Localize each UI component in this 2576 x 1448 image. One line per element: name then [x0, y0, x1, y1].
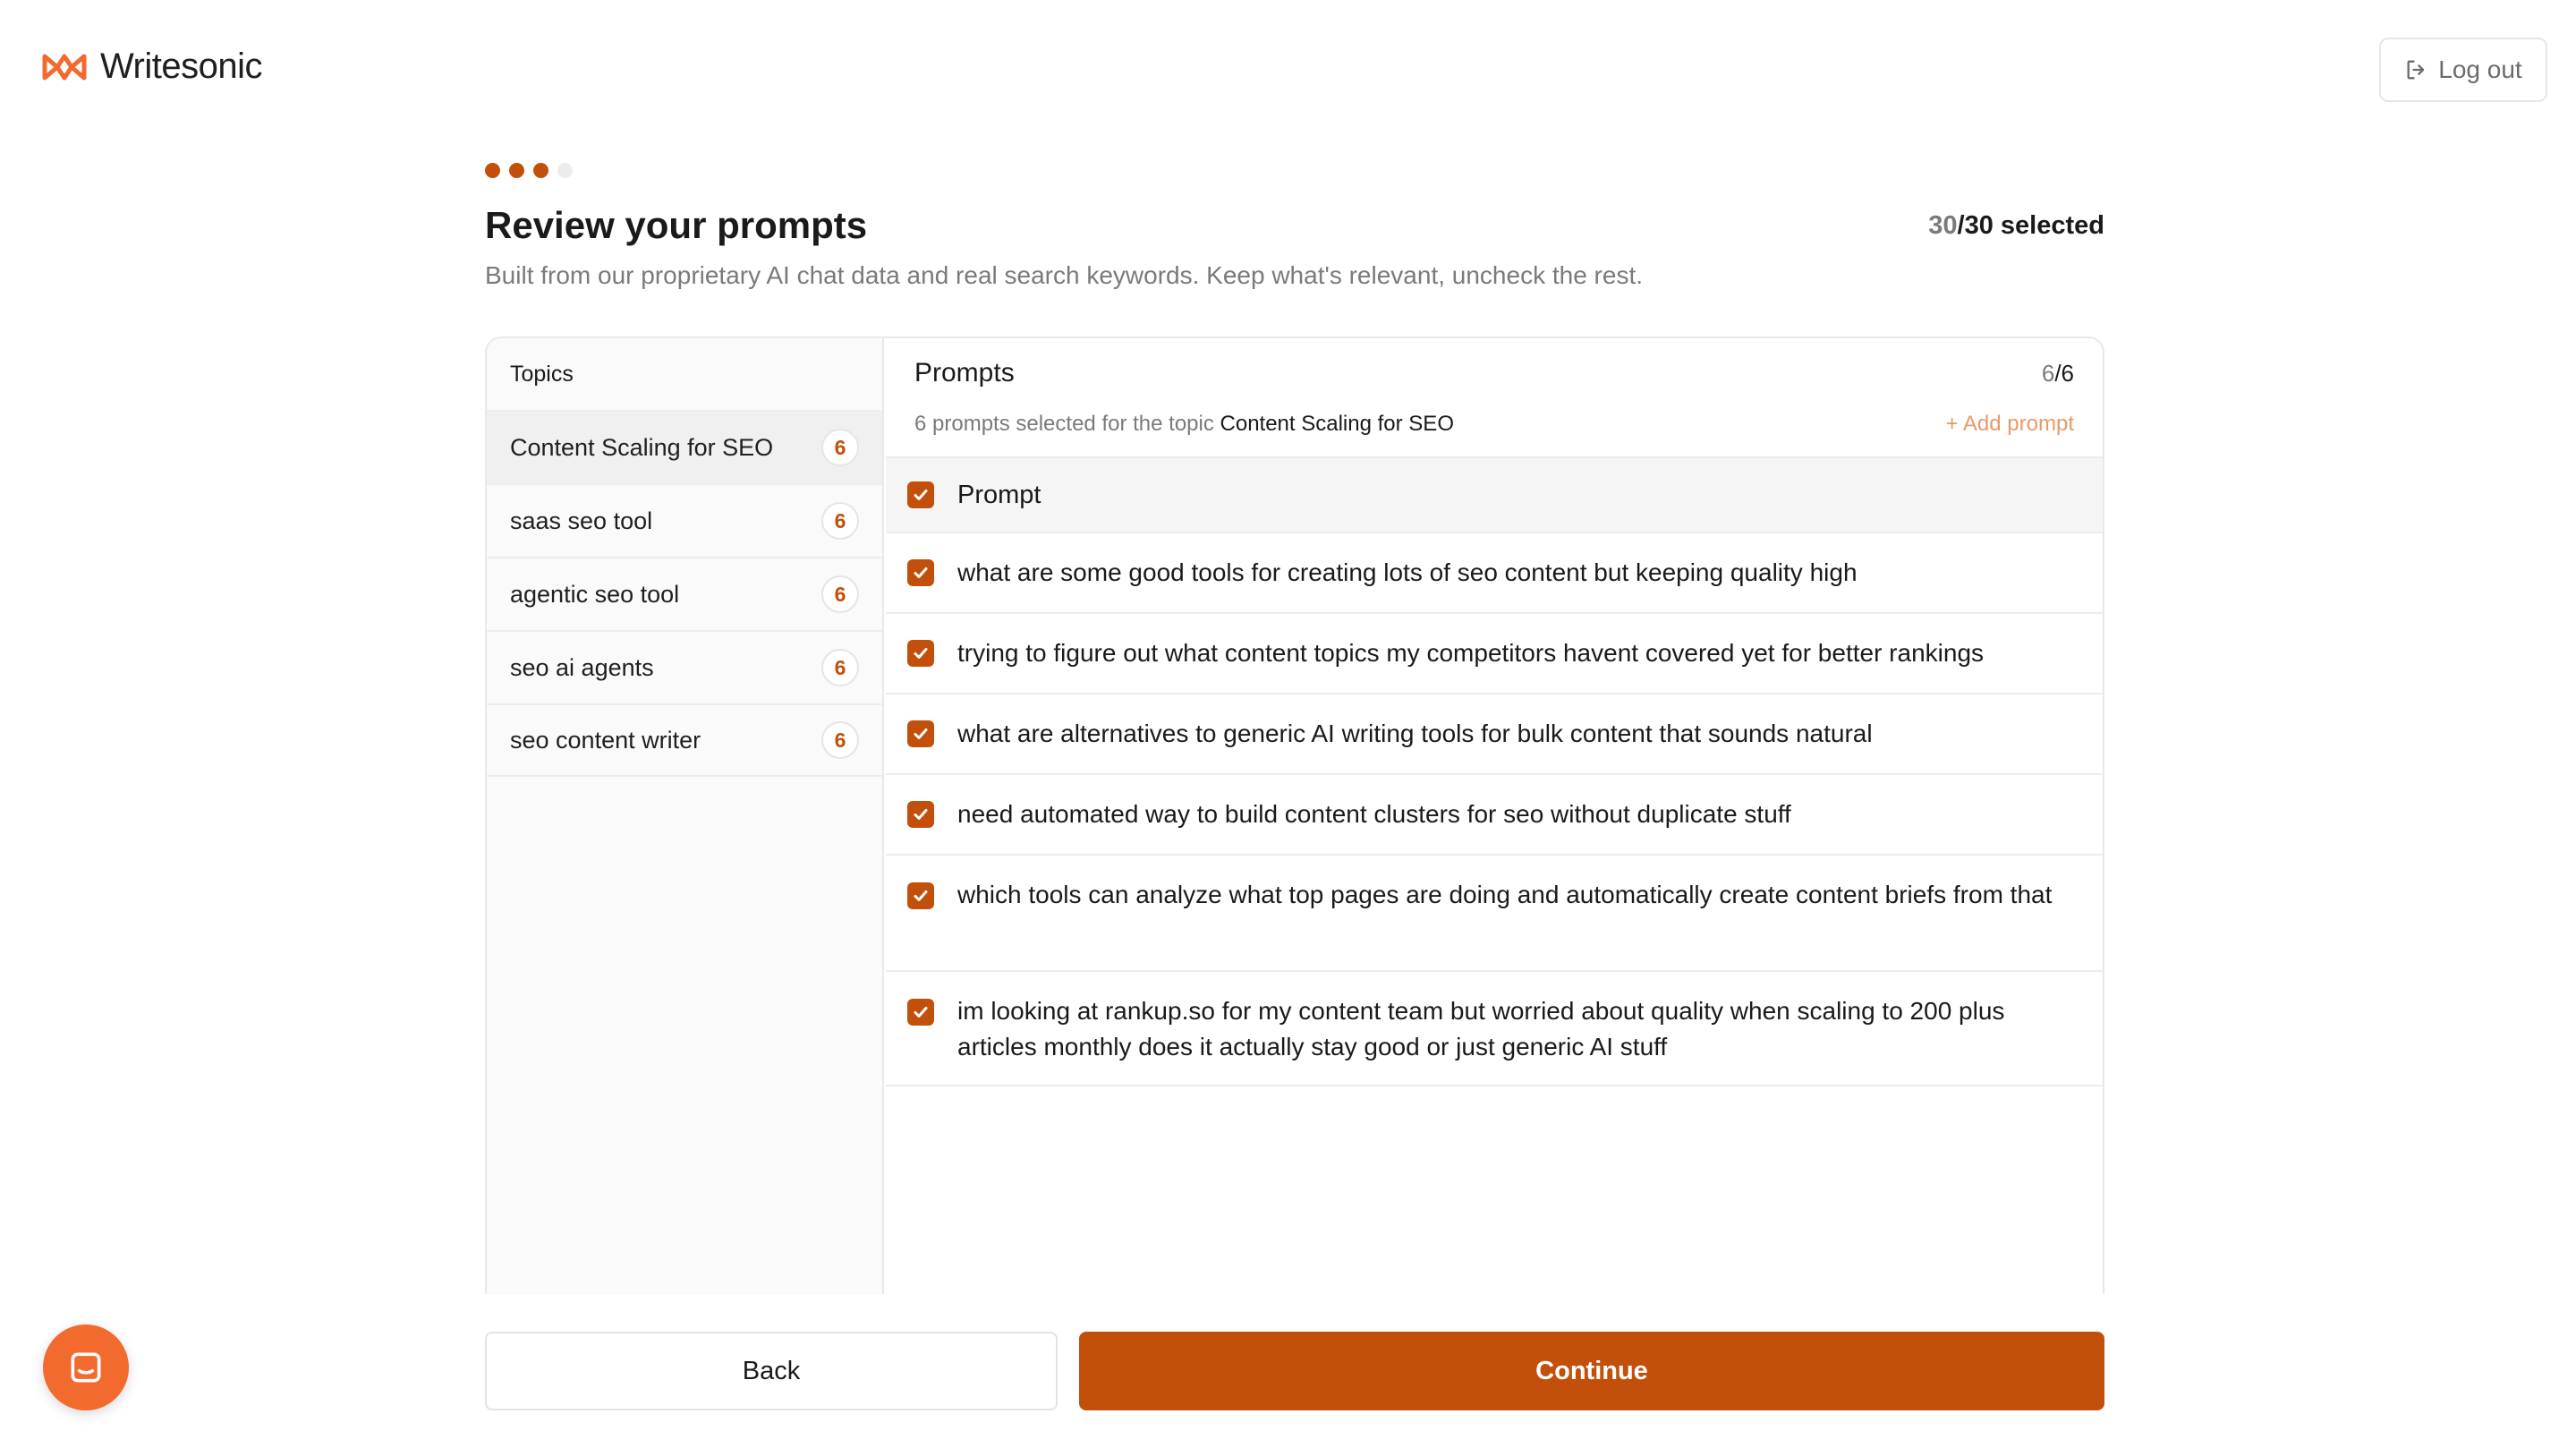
select-all-checkbox[interactable]: [907, 481, 934, 508]
selected-count-num: 30: [1928, 211, 1958, 240]
prompt-checkbox[interactable]: [907, 801, 934, 828]
prompt-row: [886, 693, 2103, 773]
page-title: Review your prompts: [485, 204, 868, 246]
back-button[interactable]: Back: [485, 1332, 1058, 1410]
step-dot: [557, 163, 573, 178]
selected-count: [1928, 211, 2104, 241]
brand-name: Writesonic: [100, 47, 262, 86]
add-prompt-button[interactable]: + Add prompt: [1945, 412, 2074, 436]
prompt-checkbox[interactable]: [907, 640, 934, 667]
prompt-text: which tools can analyze what top pages are doing and automatically create content briefs from that: [957, 881, 2053, 908]
prompts-description: [914, 412, 1454, 437]
topic-label: seo ai agents: [510, 653, 654, 681]
prompts-count-num: 6: [2041, 360, 2055, 387]
logout-button[interactable]: [2379, 38, 2547, 102]
chat-icon: [66, 1348, 106, 1387]
topic-label: saas seo tool: [510, 507, 653, 534]
topic-item[interactable]: [487, 483, 882, 557]
check-icon: [912, 887, 930, 905]
prompts-section: [886, 338, 2103, 1294]
topic-list: [487, 410, 882, 777]
prompts-desc-topic: Content Scaling for SEO: [1220, 412, 1454, 436]
topics-sidebar: [487, 338, 884, 1294]
topics-header: Topics: [487, 338, 882, 410]
writesonic-logo[interactable]: [41, 47, 262, 87]
prompt-row: [886, 854, 2103, 970]
continue-button[interactable]: Continue: [1079, 1332, 2104, 1410]
prompt-column-label: Prompt: [957, 481, 1041, 509]
prompt-text: im looking at rankup.so for my content team but worried about quality when scaling to 200 plus articles monthly does it actually stay good or just generic AI stuff: [957, 997, 2005, 1060]
prompt-text: what are alternatives to generic AI writing tools for bulk content that sounds natural: [957, 720, 1873, 747]
step-dot: [533, 163, 548, 178]
prompts-desc-prefix: 6 prompts selected for the topic: [914, 412, 1220, 436]
topic-item[interactable]: [487, 630, 882, 703]
topic-count-badge: 6: [821, 721, 859, 759]
prompt-column-header: [886, 456, 2103, 532]
prompt-row: [886, 532, 2103, 612]
topic-count-badge: 6: [821, 649, 859, 686]
step-dot: [485, 163, 500, 178]
topic-count-badge: 6: [821, 429, 859, 466]
prompt-checkbox[interactable]: [907, 559, 934, 586]
check-icon: [912, 805, 930, 823]
prompt-list: [886, 532, 2103, 1086]
check-icon: [912, 486, 930, 504]
prompt-checkbox[interactable]: [907, 999, 934, 1026]
check-icon: [912, 564, 930, 582]
topic-count-badge: 6: [821, 575, 859, 613]
prompts-header: [886, 338, 2103, 456]
check-icon: [912, 644, 930, 662]
topic-label: seo content writer: [510, 726, 701, 754]
prompts-count: [2042, 360, 2074, 388]
prompt-row: [886, 773, 2103, 854]
writesonic-logo-icon: [41, 53, 88, 81]
logout-icon: [2404, 57, 2429, 82]
selected-count-rest: /30 selected: [1957, 211, 2104, 240]
prompts-count-rest: /6: [2054, 360, 2074, 387]
check-icon: [912, 1003, 930, 1021]
prompt-text: trying to figure out what content topics my competitors havent covered yet for better rankings: [957, 639, 1985, 667]
topic-item[interactable]: [487, 703, 882, 777]
step-dot: [509, 163, 524, 178]
prompts-title: Prompts: [914, 358, 1015, 388]
page-subtitle: Built from our proprietary AI chat data and real search keywords. Keep what's relevant, uncheck the rest.: [485, 261, 1644, 289]
logout-label: Log out: [2438, 55, 2522, 83]
prompt-text: need automated way to build content clusters for seo without duplicate stuff: [957, 800, 1791, 828]
prompt-checkbox[interactable]: [907, 882, 934, 909]
prompt-checkbox[interactable]: [907, 720, 934, 747]
prompt-row: [886, 612, 2103, 693]
topic-label: Content Scaling for SEO: [510, 433, 774, 461]
topic-count-badge: 6: [821, 502, 859, 540]
topic-item[interactable]: [487, 557, 882, 630]
check-icon: [912, 725, 930, 743]
chat-launcher-button[interactable]: [43, 1324, 129, 1410]
topic-item[interactable]: [487, 410, 882, 483]
prompt-text: what are some good tools for creating lots of seo content but keeping quality high: [957, 558, 1858, 586]
prompt-row: [886, 970, 2103, 1086]
topic-label: agentic seo tool: [510, 580, 680, 608]
step-indicator: [485, 163, 573, 178]
prompts-panel: [485, 336, 2104, 1294]
